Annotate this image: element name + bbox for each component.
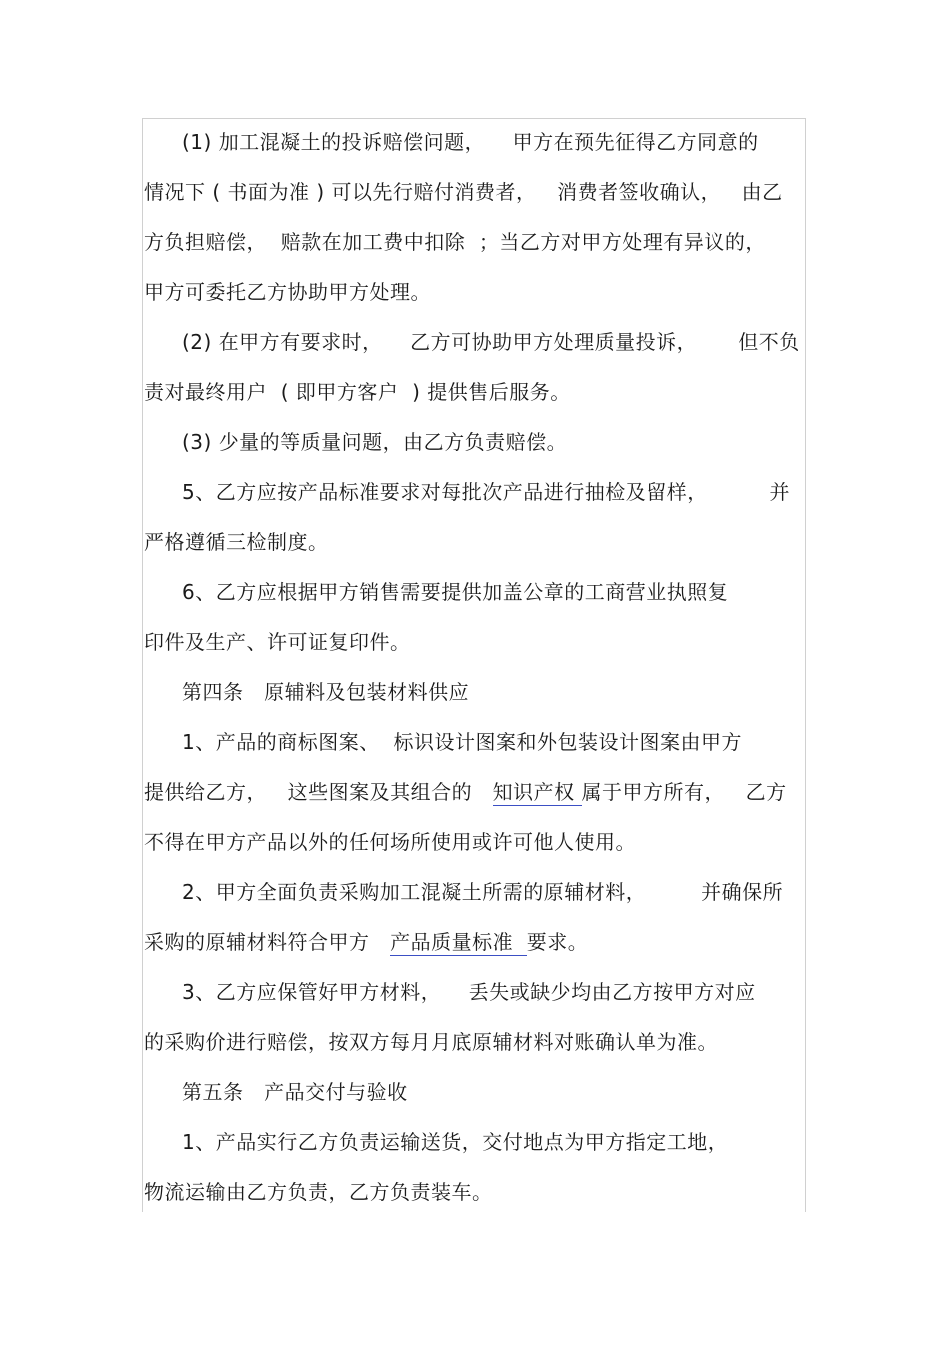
product-quality-standard-link[interactable]: 产品质量标准 <box>390 930 527 954</box>
paragraph-line <box>144 779 787 805</box>
text-segment: 要求。 <box>526 930 589 954</box>
paragraph-line: 方负担赔偿， 赔款在加工费中扣除 ；当乙方对甲方处理有异议的， <box>144 230 766 254</box>
paragraph-line <box>144 929 588 955</box>
paragraph-line: 严格遵循三检制度。 <box>144 530 329 554</box>
paragraph-line: 甲方可委托乙方协助甲方处理。 <box>144 280 431 304</box>
paragraph-line: 3、乙方应保管好甲方材料， 丢失或缺少均由乙方按甲方对应 <box>182 980 756 1004</box>
paragraph-line: 1、产品的商标图案、 标识设计图案和外包装设计图案由甲方 <box>182 730 742 754</box>
paragraph-line: 1、产品实行乙方负责运输送货，交付地点为甲方指定工地， <box>182 1130 729 1154</box>
paragraph-line: 不得在甲方产品以外的任何场所使用或许可他人使用。 <box>144 830 636 854</box>
paragraph-line: 2、甲方全面负责采购加工混凝土所需的原辅材料， 并确保所 <box>182 880 784 904</box>
paragraph-line: 的采购价进行赔偿，按双方每月月底原辅材料对账确认单为准。 <box>144 1030 718 1054</box>
paragraph-line: 责对最终用户 ( 即甲方客户 ) 提供售后服务。 <box>144 380 571 404</box>
paragraph-line: 5、乙方应按产品标准要求对每批次产品进行抽检及留样， 并 <box>182 480 790 504</box>
section-heading: 第五条 产品交付与验收 <box>182 1080 408 1104</box>
paragraph-line: (1) 加工混凝土的投诉赔偿问题， 甲方在预先征得乙方同意的 <box>182 130 759 154</box>
text-segment: 采购的原辅材料符合甲方 <box>144 930 391 954</box>
paragraph-line: (2) 在甲方有要求时， 乙方可协助甲方处理质量投诉， 但不负 <box>182 330 800 354</box>
text-segment: 属于甲方所有， 乙方 <box>581 780 787 804</box>
intellectual-property-link[interactable]: 知识产权 <box>492 780 582 804</box>
paragraph-line: 6、乙方应根据甲方销售需要提供加盖公章的工商营业执照复 <box>182 580 729 604</box>
paragraph-line: (3) 少量的等质量问题，由乙方负责赔偿。 <box>182 430 568 454</box>
paragraph-line: 印件及生产、许可证复印件。 <box>144 630 411 654</box>
paragraph-line: 物流运输由乙方负责，乙方负责装车。 <box>144 1180 493 1204</box>
text-segment: 提供给乙方， 这些图案及其组合的 <box>144 780 493 804</box>
section-heading: 第四条 原辅料及包装材料供应 <box>182 680 470 704</box>
paragraph-line: 情况下 ( 书面为准 ) 可以先行赔付消费者， 消费者签收确认， 由乙 <box>144 180 783 204</box>
